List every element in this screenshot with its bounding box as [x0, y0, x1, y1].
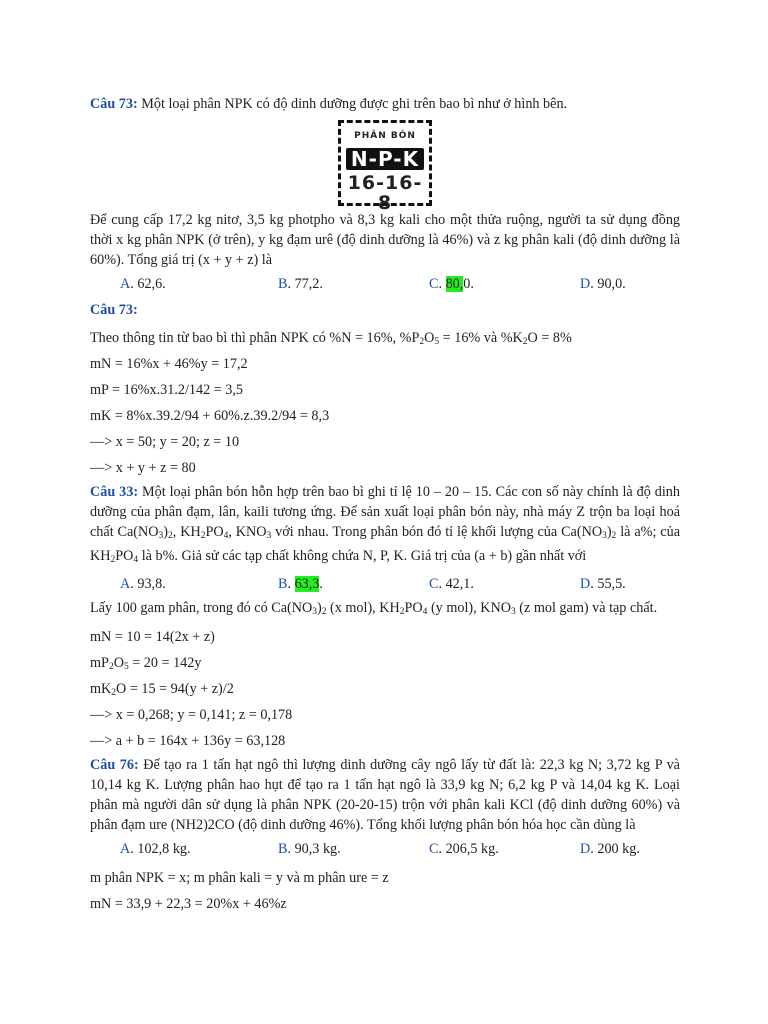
question-number: Câu 76: [90, 757, 139, 773]
solution-line: $mK_2O = 15 = 94(y + z)/2$ [90, 681, 234, 698]
question-text: Một loại phân NPK có độ dinh dưỡng được ghi trên bao bì như ở hình bên. [137, 96, 568, 112]
option-c[interactable]: C. 206,5 kg. [429, 841, 499, 857]
solution-line: $mP_2O_5 = 20 = 142y$ [90, 655, 202, 672]
solution-line: mN = 10 = 14(2x + z) [90, 629, 215, 645]
solution-line: —> x = 50; y = 20; z = 10 [90, 434, 240, 450]
document-page [90, 94, 680, 915]
solution-line: mN = 16%x + 46%y = 17,2 [90, 356, 248, 372]
question-number: Câu 73: [90, 96, 138, 112]
highlighted-answer: 63,3 [294, 576, 320, 592]
option-a[interactable]: A. 62,6. [120, 276, 166, 292]
solution-line: mP = 16%x.31.2/142 = 3,5 [90, 382, 244, 398]
option-d[interactable]: D. 90,0. [580, 276, 626, 292]
option-a[interactable]: A. 93,8. [120, 576, 166, 592]
npk-label-image [338, 120, 432, 214]
solution-line: —> x = 0,268; y = 0,141; z = 0,178 [90, 707, 293, 723]
question-76: Câu 76: Để tạo ra 1 tấn hạt ngô thì lượng dinh dưỡng cây ngô lấy từ đất là: 22,3 kg N; 3,72 kg P và 10,14 kg K. Lượng phân hao hụt để tạo ra 1 tấn hạt ngô là 33,9 kg N; 6,2 kg P và 14,04 kg K. Loại phân mà người dân sử dụng là phân NPK (20-20-15) trộn với phân kali KCl (độ dinh dưỡng 60%) và phân đạm ure (NH2)2CO (độ dinh dưỡng 46%). Tổng khối lượng phân bón hóa học cần dùng là [90, 757, 680, 833]
solution-line: mK = 8%x.39.2/94 + 60%.z.39.2/94 = 8,3 [90, 408, 330, 424]
stamp-line3: 16-16-8 [347, 172, 423, 214]
option-b[interactable]: B. 90,3 kg. [278, 841, 341, 857]
question-body: Để cung cấp 17,2 kg nitơ, 3,5 kg photpho và 8,3 kg kali cho một thửa ruộng, người ta sử dụng đồng thời x kg phân NPK (ở trên), y kg đạm urê (độ dinh dưỡng là 46%) và z kg phân kali (độ dinh dưỡng là 60%). Tổng giá trị (x + y + z) là [90, 212, 680, 268]
options-76 [90, 839, 680, 863]
solution-intro: Lấy 100 gam phân, trong đó có $Ca(NO_3)_2$ (x mol), $KH_2PO_4$ (y mol), $KNO_3$ (z mol gam) và tạp chất. [90, 600, 658, 617]
option-c[interactable]: C. 42,1. [429, 576, 474, 592]
question-number: Câu 33: [90, 484, 139, 500]
stamp-line2: N-P-K [346, 148, 424, 170]
solution-line: m phân NPK = x; m phân kali = y và m phân ure = z [90, 870, 389, 886]
question-33: Câu 33: Một loại phân bón hỗn hợp trên bao bì ghi tỉ lệ 10 – 20 – 15. Các con số này chính là độ dinh dưỡng của phân đạm, lân, kaili tương ứng. Để sản xuất loại phân bón này, nhà máy Z trộn ba loại hoá chất $Ca(NO_3)_2$, $KH_2PO_4$, $KNO_3$ với nhau. Trong phân bón đó tỉ lệ khối lượng của $Ca(NO_3)_2$ là a%; của $KH_2PO_4$ là b%. Giả sử các tạp chất không chứa N, P, K. Giá trị của (a + b) gần nhất với [90, 484, 680, 565]
option-b[interactable]: B. 77,2. [278, 276, 323, 292]
solution-line: Theo thông tin từ bao bì thì phân NPK có %N = 16%, $\%P_2O_5 = 16\%$ và $\%K_2O = 8\%$ [90, 330, 572, 347]
option-a[interactable]: A. 102,8 kg. [120, 841, 191, 857]
options-73 [90, 274, 680, 298]
option-d[interactable]: D. 55,5. [580, 576, 626, 592]
highlighted-answer: 80, [445, 276, 464, 292]
solution-line: —> a + b = 164x + 136y = 63,128 [90, 733, 286, 749]
options-33 [90, 574, 680, 598]
option-d[interactable]: D. 200 kg. [580, 841, 640, 857]
answer-title: Câu 73: [90, 302, 138, 318]
option-c[interactable]: C. 80,0. [429, 276, 474, 292]
solution-line: mN = 33,9 + 22,3 = 20%x + 46%z [90, 896, 287, 912]
stamp-line1: PHÂN BÓN [354, 131, 416, 141]
solution-line: —> x + y + z = 80 [90, 460, 196, 476]
question-73 [90, 94, 680, 114]
option-b[interactable]: B. 63,3. [278, 576, 323, 592]
